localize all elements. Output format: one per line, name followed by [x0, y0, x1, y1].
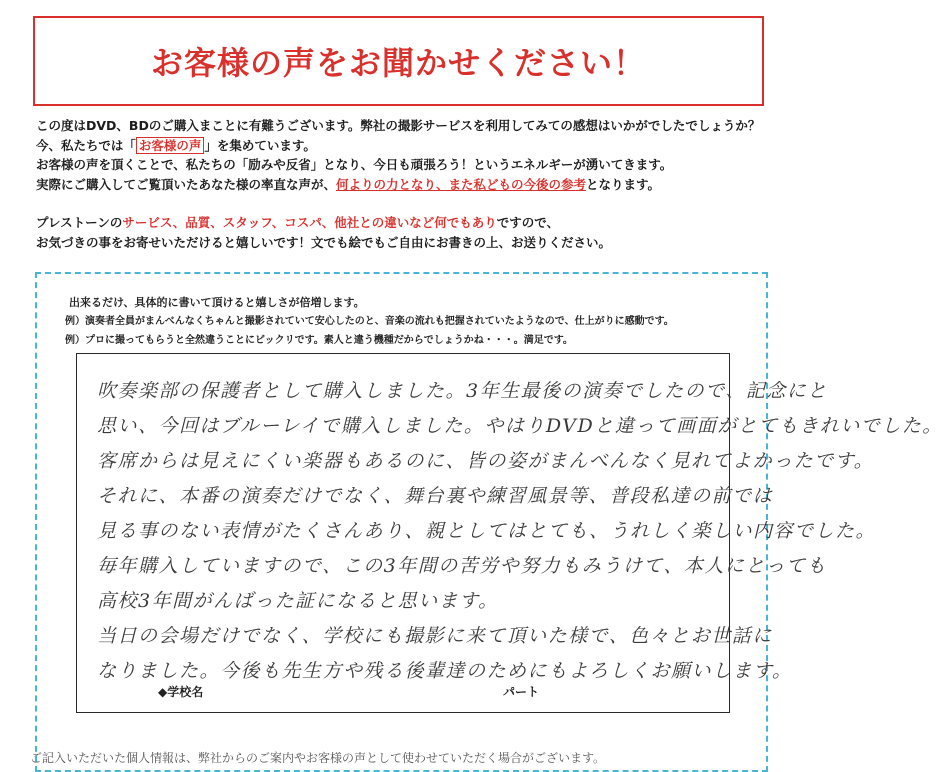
intro-text-span: 実際にご購入してご覧頂いたあなた様の率直な声が、 — [36, 176, 337, 192]
page-title: お客様の声をお聞かせください！ — [150, 44, 646, 82]
hint-example: 例）演奏者全員がまんべんなくちゃんと撮影されていて安心したのと、音楽の流れも把握されていたようなので、仕上がりに感動です。 — [65, 316, 674, 327]
hint-lead: 出来るだけ、具体的に書いて頂けると嬉しさが倍増します。 — [69, 296, 365, 309]
highlight-anything: サービス、品質、スタッフ、コスパ、他社との違いなど何でもあり — [122, 215, 497, 230]
highlight-customer-voice: お客様の声 — [136, 137, 205, 154]
handwritten-line: 見る事のない表情がたくさんあり、親としてはとても、うれしく楽しい内容でした。 — [97, 520, 877, 542]
intro-text-span: プレストーンの — [36, 215, 123, 230]
intro-line — [36, 175, 776, 195]
highlight-reference: 何よりの力となり、また私どもの今後の参考 — [336, 176, 587, 192]
intro-line: お気づきの事をお寄せいただけると嬉しいです！文でも絵でもご自由にお書きの上、お送りください。 — [36, 234, 612, 250]
intro-text-span: となります。 — [586, 176, 661, 192]
title-banner — [33, 16, 764, 106]
footer-note: ご記入いただいた個人情報は、弊社からのご案内やお客様の声として使わせていただく場合がございます。 — [30, 751, 606, 765]
intro-line: お客様の声を頂くことで、私たちの「励みや反省」となり、今日も頑張ろう！というエネルギーが湧いてきます。 — [36, 157, 673, 172]
handwritten-line: 客席からは見えにくい楽器もあるのに、皆の姿がまんべんなく見れてよかったです。 — [97, 450, 875, 472]
handwritten-line: なりました。今後も先生方や残る後輩達のためにもよろしくお願いします。 — [97, 660, 793, 682]
handwritten-comment-box — [76, 353, 943, 713]
handwritten-comment — [97, 374, 943, 689]
handwritten-line: 高校3年間がんばった証になると思います。 — [97, 590, 499, 612]
handwritten-line: 毎年購入していますので、この3年間の苦労や努力もみうけて、本人にとっても — [97, 555, 827, 577]
intro-line — [36, 213, 776, 233]
handwritten-line: それに、本番の演奏だけでなく、舞台裏や練習風景等、普段私達の前では — [97, 485, 774, 507]
handwritten-line: 思い、今回はブルーレイで購入しました。やはりDVDと違って画面がとてもきれいでした。 — [97, 415, 943, 437]
writing-hints — [65, 293, 674, 350]
intro-text-span: ですので、 — [496, 215, 560, 230]
handwritten-line: 当日の会場だけでなく、学校にも撮影に来て頂いた様で、色々とお世話に — [97, 625, 773, 647]
hint-example: 例）プロに撮ってもらうと全然違うことにビックリです。素人と違う機種だからでしょうかね・・・。満足です。 — [65, 335, 573, 346]
intro-line: この度はDVD、BDのご購入まことに有難うございます。弊社の撮影サービスを利用してみての感想はいかがでしたでしょうか？ — [36, 118, 761, 133]
intro-text-span: 」を集めています。 — [204, 137, 316, 153]
intro-text — [36, 116, 776, 252]
handwritten-line: 吹奏楽部の保護者として購入しました。3年生最後の演奏でしたので、記念にと — [97, 380, 828, 402]
intro-line — [36, 136, 776, 156]
intro-text-span: 今、私たちでは「 — [36, 137, 136, 153]
school-name-label: ◆学校名 — [158, 685, 204, 699]
part-label: パート — [503, 685, 540, 699]
